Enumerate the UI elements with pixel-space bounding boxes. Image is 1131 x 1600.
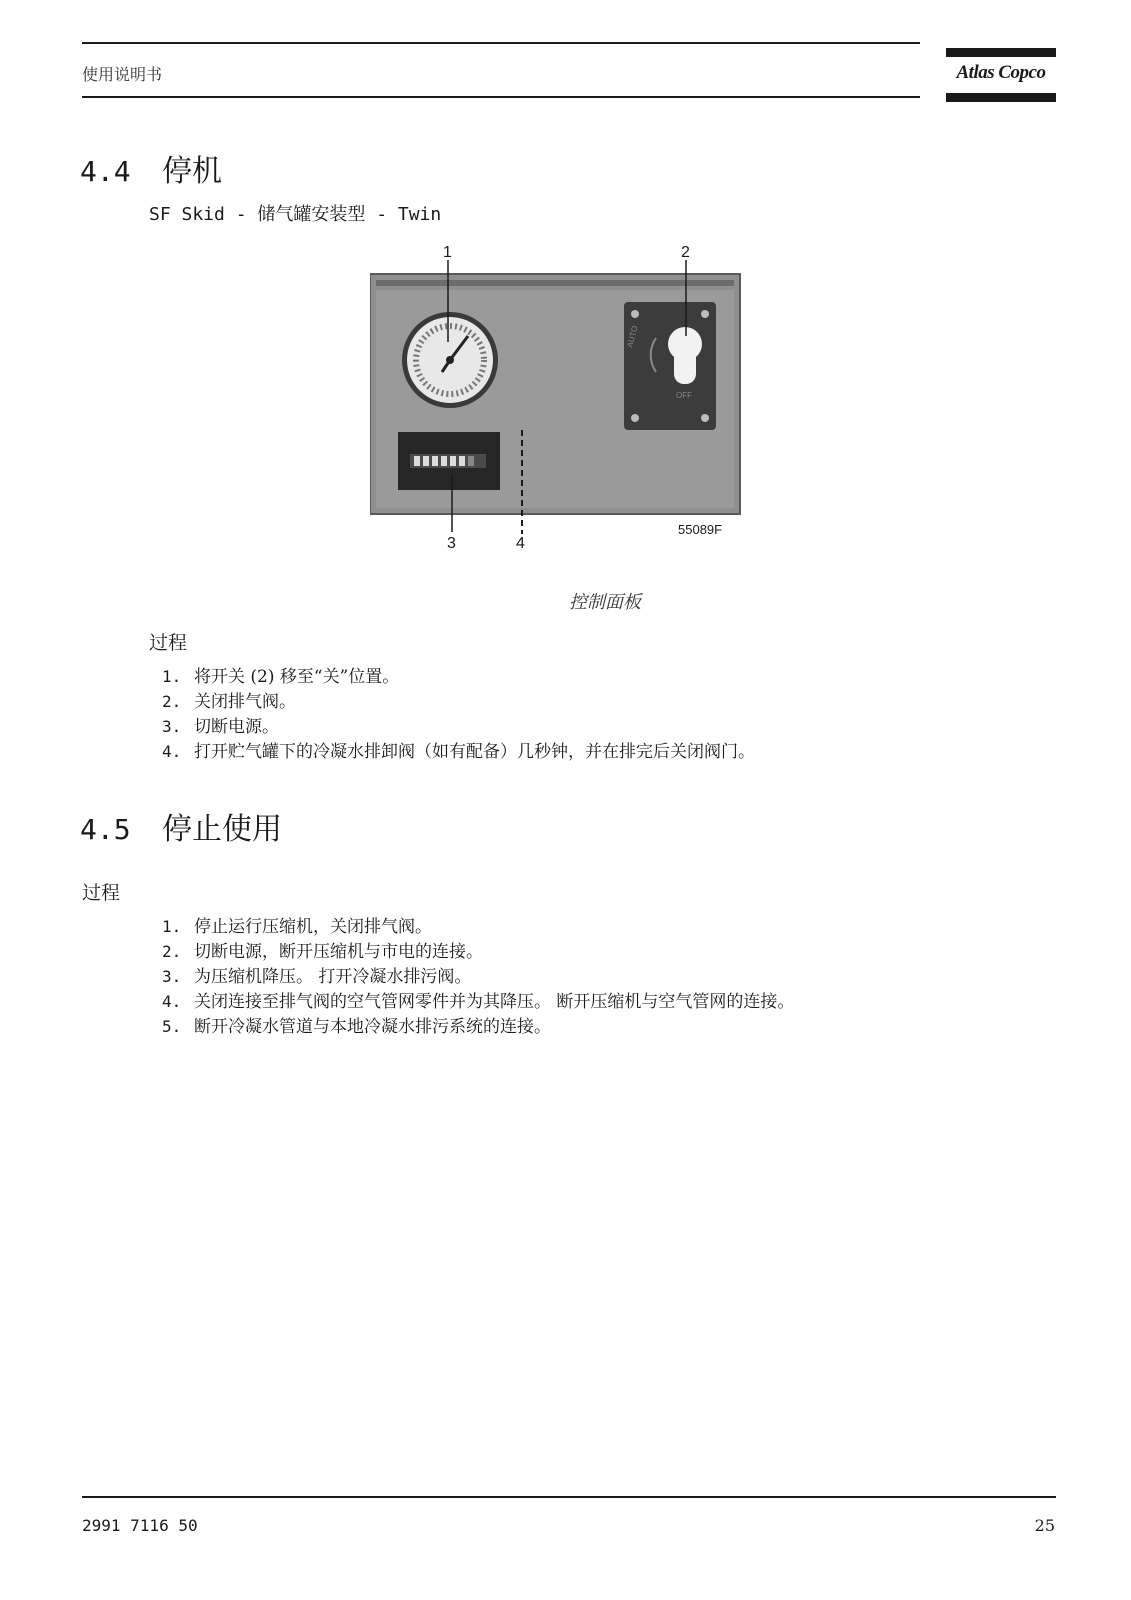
list-item: 2. 关闭排气阀。 <box>162 692 296 712</box>
main-switch-icon <box>624 302 716 430</box>
section-4-5-procedure-heading: 过程 <box>82 882 121 904</box>
header-bottom-rule <box>82 96 920 98</box>
page-number: 25 <box>1034 1516 1055 1535</box>
section-4-4-heading <box>80 146 222 190</box>
section-title: 停机 <box>162 154 222 189</box>
section-number: 4.5 <box>80 813 131 846</box>
callout-4: 4 <box>516 535 525 552</box>
header-doc-title: 使用说明书 <box>82 65 163 84</box>
list-item: 4. 关闭连接至排气阀的空气管网零件并为其降压。 断开压缩机与空气管网的连接。 <box>162 992 795 1012</box>
control-panel-illustration <box>370 244 760 564</box>
footer-rule <box>82 1496 1056 1498</box>
footer-doc-number: 2991 7116 50 <box>82 1516 198 1535</box>
section-4-5-steps <box>162 914 794 1039</box>
header-top-rule <box>82 42 920 44</box>
section-4-4-steps <box>162 664 755 764</box>
list-item: 1. 停止运行压缩机，关闭排气阀。 <box>162 917 432 937</box>
figure-code: 55089F <box>678 522 723 537</box>
control-panel-figure <box>370 244 760 564</box>
figure-caption: 控制面板 <box>569 592 641 613</box>
brand-wordmark: Atlas Copco <box>956 62 1046 83</box>
callout-1: 1 <box>443 244 452 261</box>
off-label: OFF <box>676 391 692 400</box>
pressure-gauge-icon <box>402 312 498 408</box>
hour-counter-icon <box>398 432 500 490</box>
section-4-4-procedure-heading: 过程 <box>149 632 188 654</box>
list-item: 3. 为压缩机降压。 打开冷凝水排污阀。 <box>162 967 472 987</box>
brand-logo <box>946 48 1056 102</box>
section-title: 停止使用 <box>162 812 282 847</box>
section-number: 4.4 <box>80 155 131 188</box>
list-item: 2. 切断电源，断开压缩机与市电的连接。 <box>162 942 483 962</box>
callout-2: 2 <box>681 244 690 261</box>
callout-3: 3 <box>447 535 456 552</box>
list-item: 4. 打开贮气罐下的冷凝水排卸阀（如有配备）几秒钟，并在排完后关闭阀门。 <box>162 742 755 762</box>
section-4-5-heading <box>80 804 282 848</box>
list-item: 1. 将开关 (2) 移至“关”位置。 <box>162 667 400 687</box>
auto-label: AUTO <box>625 324 640 349</box>
list-item: 5. 断开冷凝水管道与本地冷凝水排污系统的连接。 <box>162 1017 551 1037</box>
section-4-4-subtitle: SF Skid - 储气罐安装型 - Twin <box>149 204 442 225</box>
list-item: 3. 切断电源。 <box>162 717 279 737</box>
